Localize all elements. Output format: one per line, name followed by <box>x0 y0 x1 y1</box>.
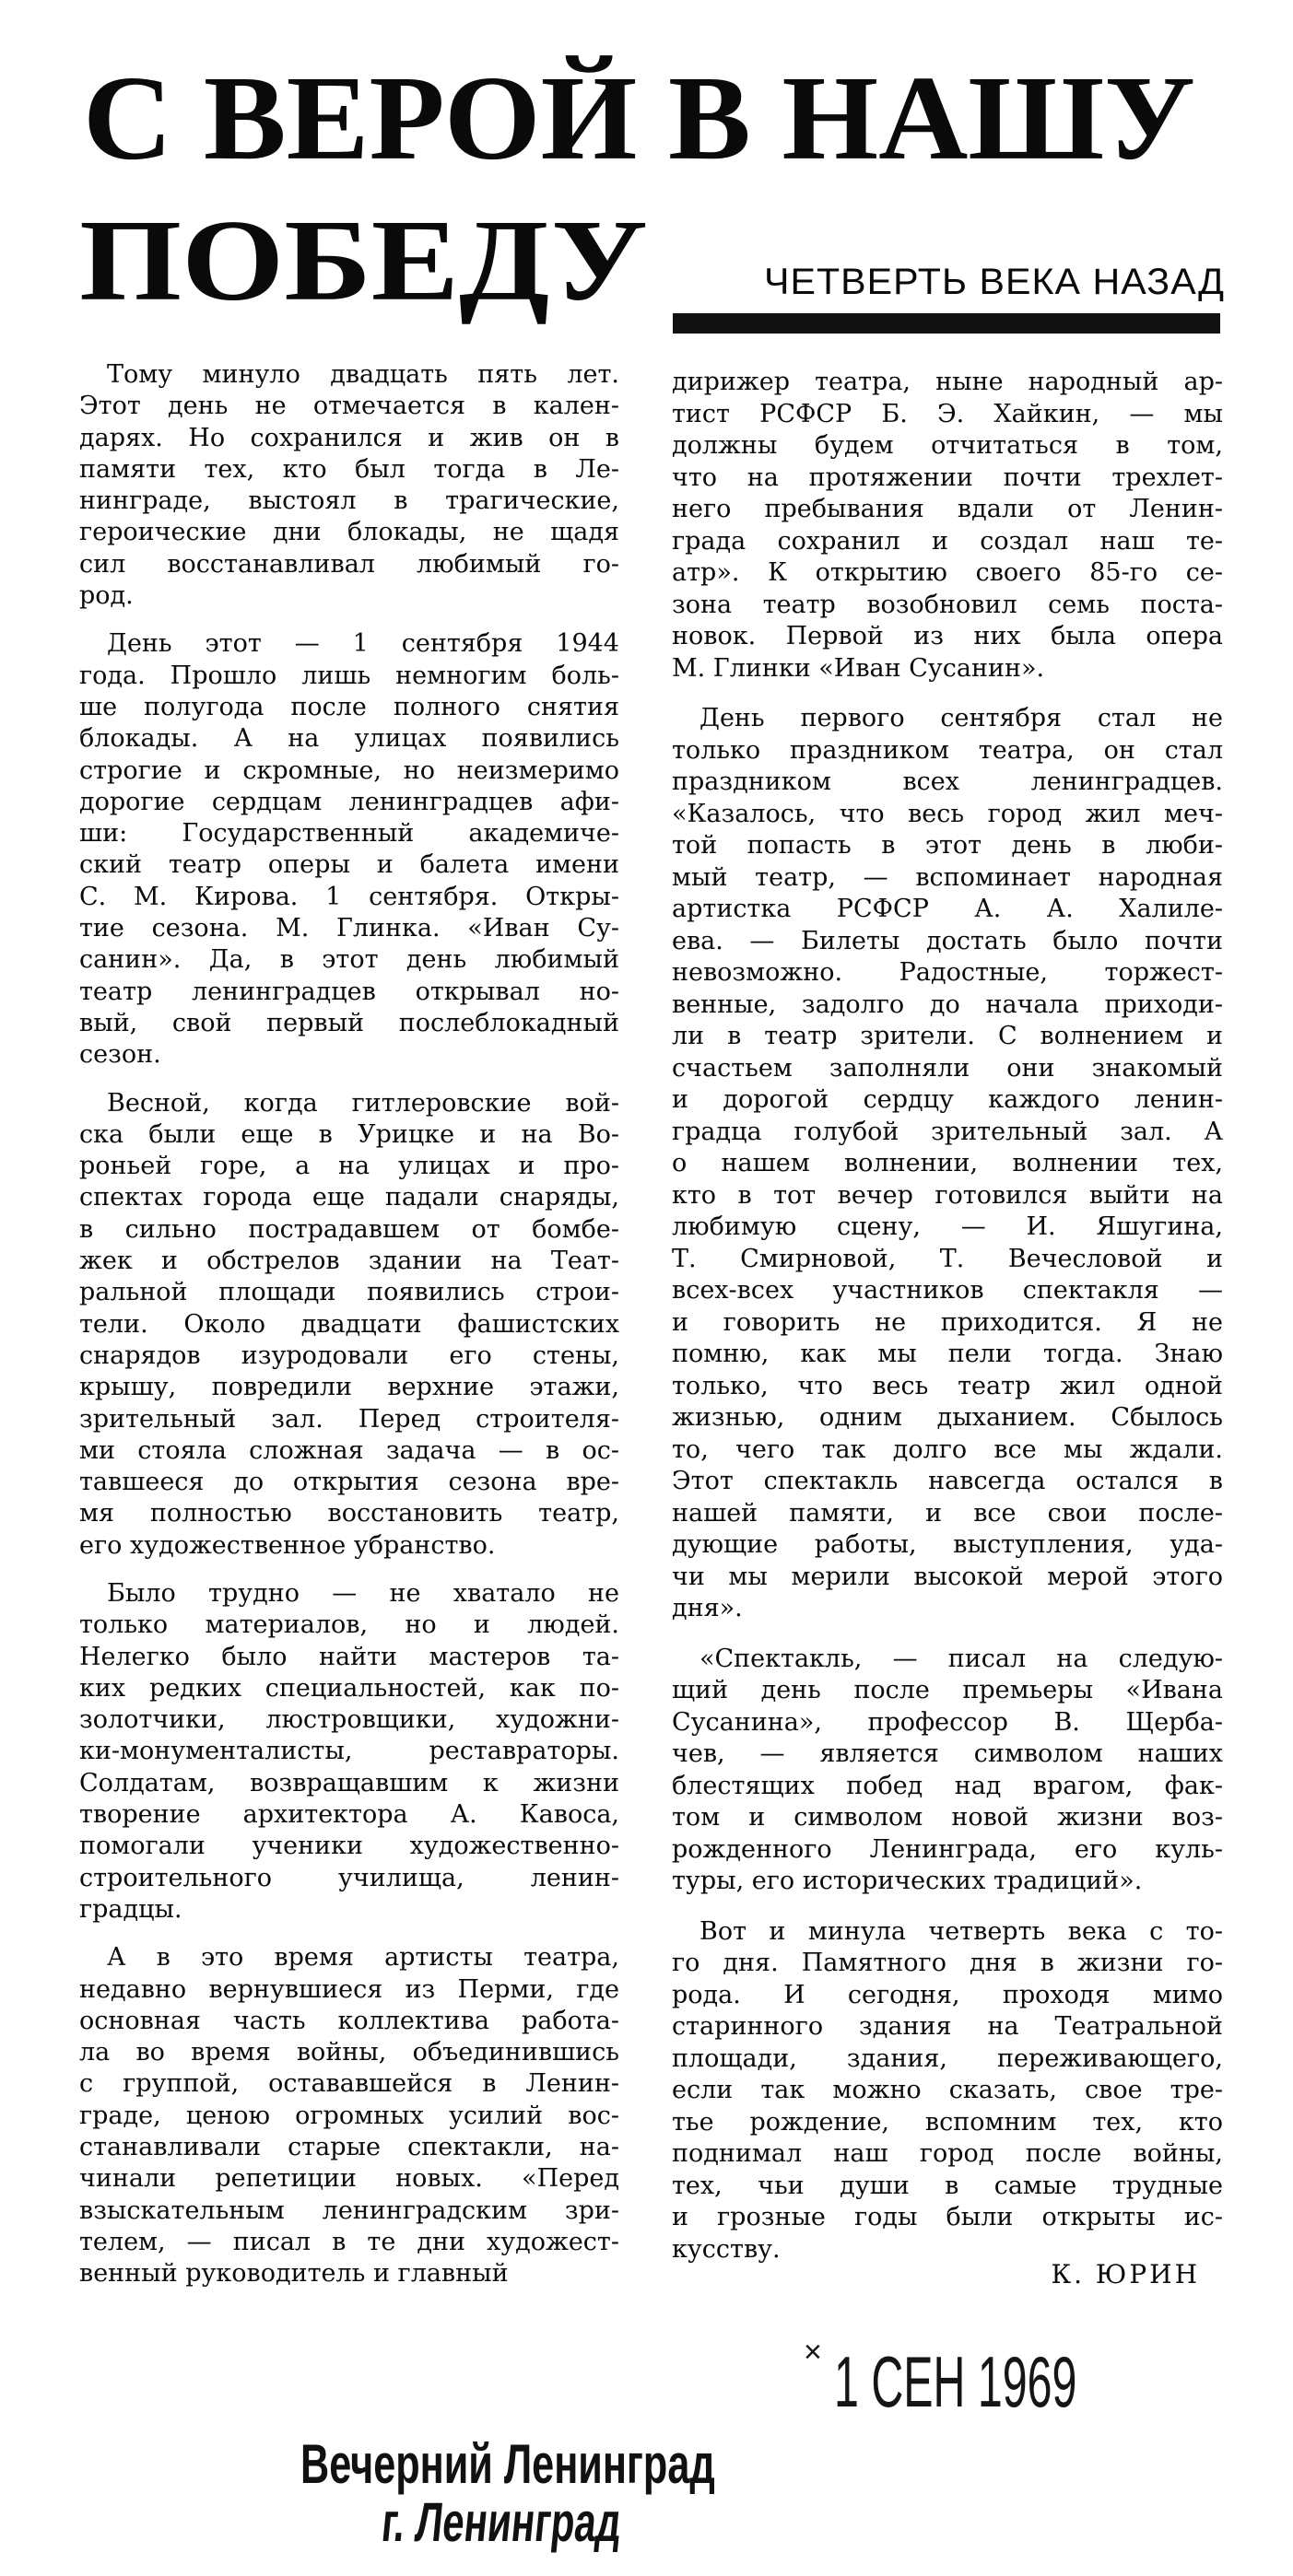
text-line: щий день после премьеры «Ивана <box>672 1676 1223 1704</box>
text-line: градцы. <box>79 1894 182 1924</box>
text-line: строгие и скромные, но неизмеримо <box>79 755 619 785</box>
text-line: мя полностью восстановить театр, <box>79 1499 619 1528</box>
text-line: дующие работы, выступления, уда- <box>672 1530 1223 1559</box>
text-line: венные, задолго до начала приходи- <box>672 989 1223 1019</box>
text-line: градца голубой зрительный зал. А <box>672 1117 1223 1146</box>
text-line: героические дни блокады, не щадя <box>79 518 619 547</box>
text-line: взыскательным ленинградским зри- <box>79 2195 619 2225</box>
text-line: дарях. Но сохранился и жив он в <box>79 423 619 452</box>
text-line: тье рождение, вспомним тех, кто <box>672 2107 1223 2137</box>
text-line: зрительный зал. Перед строителя- <box>79 1404 619 1434</box>
text-line: рожденного Ленинграда, его куль- <box>672 1834 1223 1864</box>
text-line: ли в театр зрители. С волнением и <box>672 1022 1223 1050</box>
text-line: нашей памяти, и все свои после- <box>672 1498 1223 1528</box>
text-line: праздником всех ленинградцев. <box>672 767 1223 796</box>
headline-line-1: С ВЕРОЙ В НАШУ <box>83 50 1195 185</box>
text-line: его художественное убранство. <box>79 1530 496 1560</box>
text-line: всех-всех участников спектакля — <box>672 1276 1223 1305</box>
text-line: сил восстанавливал любимый го- <box>79 549 619 579</box>
text-line: года. Прошло лишь немногим боль- <box>79 661 619 690</box>
text-line: ева. — Билеты достать было почти <box>672 926 1223 955</box>
text-line: С. М. Кирова. 1 сентября. Откры- <box>79 882 619 911</box>
text-line: памяти тех, кто был тогда в Ле- <box>79 454 619 484</box>
article-paragraph <box>79 1578 619 1926</box>
text-line: телем, — писал в те дни художест- <box>79 2227 619 2256</box>
text-line: тавшееся до открытия сезона вре- <box>79 1468 619 1497</box>
article-paragraph <box>672 367 1223 685</box>
text-line: о нашем волнении, волнении тех, <box>672 1149 1223 1177</box>
text-line: ска были еще в Урицке и на Во- <box>79 1119 619 1149</box>
text-line: ла во время войны, объединившись <box>79 2038 619 2067</box>
text-line: граде, ценою огромных усилий вос- <box>79 2101 619 2130</box>
text-line: том и символом новой жизни воз- <box>672 1803 1223 1832</box>
text-line: «Спектакль, — писал на следую- <box>699 1644 1223 1673</box>
text-line: чев, — является символом наших <box>672 1739 1223 1768</box>
source-stamp-city: г. Ленинград <box>379 2491 625 2553</box>
article-column-right <box>672 367 1223 2266</box>
text-line: роньей горе, а на улицах и про- <box>79 1152 619 1181</box>
text-line: должны будем отчитаться в том, <box>672 431 1223 460</box>
text-line: театр ленинградцев открывал но- <box>79 977 619 1006</box>
text-line: дня». <box>672 1594 743 1622</box>
text-line: Этот спектакль навсегда остался в <box>672 1467 1223 1495</box>
article-paragraph <box>672 1644 1223 1898</box>
text-line: площади, здания, переживающего, <box>672 2043 1223 2073</box>
text-line: творение архитектора А. Кавоса, <box>79 1800 619 1830</box>
article-paragraph <box>79 359 619 612</box>
text-line: кто в тот вечер готовился выйти на <box>672 1180 1223 1210</box>
date-stamp: 1 СЕН 1969 <box>834 2341 1077 2422</box>
text-line: что на протяжении почти трехлет- <box>672 463 1223 492</box>
text-line: основная часть коллектива работа- <box>79 2006 619 2035</box>
text-line: чинали репетиции новых. «Перед <box>79 2164 619 2194</box>
text-line: мый театр, — вспоминает народная <box>672 862 1223 892</box>
stamp-mark: × <box>804 2335 822 2370</box>
text-line: только, что весь театр жил одной <box>672 1371 1223 1400</box>
text-line: и грозные годы были открыты ис- <box>672 2203 1223 2231</box>
text-line: с группой, остававшейся в Ленин- <box>79 2069 619 2099</box>
headline-line-2: ПОБЕДУ <box>79 195 648 325</box>
text-line: блестящих побед над врагом, фак- <box>672 1771 1223 1800</box>
text-line: «Казалось, что весь город жил меч- <box>672 799 1223 828</box>
article-paragraph <box>79 1088 619 1562</box>
text-line: ши: Государственный академиче- <box>79 819 619 849</box>
text-line: Было трудно — не хватало не <box>107 1578 619 1608</box>
rubric-underline-bar <box>673 313 1220 334</box>
text-line: туры, его исторических традиций». <box>672 1867 1143 1895</box>
text-line: А в это время артисты театра, <box>107 1943 619 1973</box>
article-paragraph <box>672 703 1223 1625</box>
text-line: рода. И сегодня, проходя мимо <box>672 1980 1223 2009</box>
text-line: артистка РСФСР А. А. Халиле- <box>672 895 1223 923</box>
text-line: спектах города еще падали снаряды, <box>79 1183 619 1212</box>
text-line: то, чего так долго все мы ждали. <box>672 1434 1223 1464</box>
text-line: старинного здания на Театральной <box>672 2012 1223 2041</box>
text-line: кусству. <box>672 2234 781 2264</box>
text-line: ский театр оперы и балета имени <box>79 850 619 880</box>
text-line: счастьем заполняли они знакомый <box>672 1053 1223 1083</box>
text-line: го дня. Памятного дня в жизни го- <box>672 1949 1223 1977</box>
text-line: вый, свой первый послеблокадный <box>79 1008 619 1037</box>
text-line: него пребывания вдали от Ленин- <box>672 495 1223 523</box>
text-line: невозможно. Радостные, торжест- <box>672 958 1223 987</box>
source-stamp-newspaper: Вечерний Ленинград <box>300 2433 715 2495</box>
text-line: Вот и минула четверть века с то- <box>699 1916 1223 1946</box>
text-line: тист РСФСР Б. Э. Хайкин, — мы <box>672 399 1223 428</box>
text-line: и говорить не приходится. Я не <box>672 1307 1223 1337</box>
text-line: Т. Смирновой, Т. Вечесловой и <box>672 1244 1223 1273</box>
text-line: жизнью, одним дыханием. Сбылось <box>672 1403 1223 1432</box>
text-line: ральной площади появились строи- <box>79 1278 619 1307</box>
text-line: строительного училища, ленин- <box>79 1863 619 1892</box>
text-line: Этот день не отмечается в кален- <box>79 392 619 421</box>
text-line: если так можно сказать, свое тре- <box>672 2076 1223 2104</box>
text-line: тие сезона. М. Глинка. «Иван Су- <box>79 914 619 943</box>
text-line: только праздником театра, он стал <box>672 735 1223 765</box>
text-line: той попасть в этот день в люби- <box>672 831 1223 860</box>
text-line: Тому минуло двадцать пять лет. <box>107 360 619 389</box>
text-line: ки-монументалисты, реставраторы. <box>79 1737 619 1766</box>
text-line: любимую сцену, — И. Яшугина, <box>672 1212 1223 1241</box>
text-line: чи мы мерили высокой мерой этого <box>672 1562 1223 1591</box>
text-line: венный руководитель и главный <box>79 2259 509 2289</box>
text-line: снарядов изуродовали его стены, <box>79 1341 619 1370</box>
text-line: новок. Первой из них была опера <box>672 622 1223 650</box>
text-line: и дорогой сердцу каждого ленин- <box>672 1085 1223 1114</box>
text-line: дорогие сердцам ленинградцев афи- <box>79 787 619 816</box>
text-line: ше полугода после полного снятия <box>79 692 619 721</box>
text-line: ких редких специальностей, как по- <box>79 1673 619 1703</box>
text-line: только материалов, но и людей. <box>79 1610 619 1640</box>
text-line: Солдатам, возвращавшим к жизни <box>79 1768 619 1797</box>
text-line: род. <box>79 581 134 611</box>
text-line: атр». К открытию своего 85-го се- <box>672 558 1223 587</box>
text-line: золотчики, люстровщики, художни- <box>79 1705 619 1735</box>
text-line: тех, чьи души в самые трудные <box>672 2171 1223 2200</box>
text-line: санин». Да, в этот день любимый <box>79 945 619 975</box>
text-line: Весной, когда гитлеровские вой- <box>107 1088 619 1118</box>
rubric-label: ЧЕТВЕРТЬ ВЕКА НАЗАД <box>764 262 1225 302</box>
article-paragraph <box>79 1942 619 2289</box>
text-line: Нелегко было найти мастеров та- <box>79 1642 619 1671</box>
text-line: блокады. А на улицах появились <box>79 724 619 754</box>
text-line: дирижер театра, ныне народный ар- <box>672 368 1223 396</box>
text-line: День этот — 1 сентября 1944 <box>107 629 619 659</box>
text-line: крышу, повредили верхние этажи, <box>79 1373 619 1402</box>
article-column-left <box>79 359 619 2290</box>
text-line: в сильно пострадавшем от бомбе- <box>79 1214 619 1244</box>
text-line: поднимал наш город после войны, <box>672 2139 1223 2168</box>
text-line: тели. Около двадцати фашистских <box>79 1309 619 1339</box>
text-line: помогали ученики художественно- <box>79 1832 619 1861</box>
article-paragraph <box>672 1916 1223 2266</box>
text-line: День первого сентября стал не <box>699 704 1223 732</box>
text-line: станавливали старые спектакли, на- <box>79 2133 619 2162</box>
article-paragraph <box>79 628 619 1071</box>
text-line: М. Глинки «Иван Сусанин». <box>672 653 1045 683</box>
author-signature: К. ЮРИН <box>1051 2259 1200 2289</box>
text-line: града сохранил и создал наш те- <box>672 526 1223 556</box>
text-line: недавно вернувшиеся из Перми, где <box>79 1974 619 2004</box>
text-line: помню, как мы пели тогда. Знаю <box>672 1340 1223 1368</box>
text-line: зона театр возобновил семь поста- <box>672 590 1223 619</box>
text-line: Сусанина», профессор В. Щерба- <box>672 1707 1223 1737</box>
text-line: ми стояла сложная задача — в ос- <box>79 1435 619 1465</box>
text-line: жек и обстрелов здании на Теат- <box>79 1247 619 1276</box>
text-line: нинграде, выстоял в трагические, <box>79 486 619 516</box>
text-line: сезон. <box>79 1040 161 1070</box>
